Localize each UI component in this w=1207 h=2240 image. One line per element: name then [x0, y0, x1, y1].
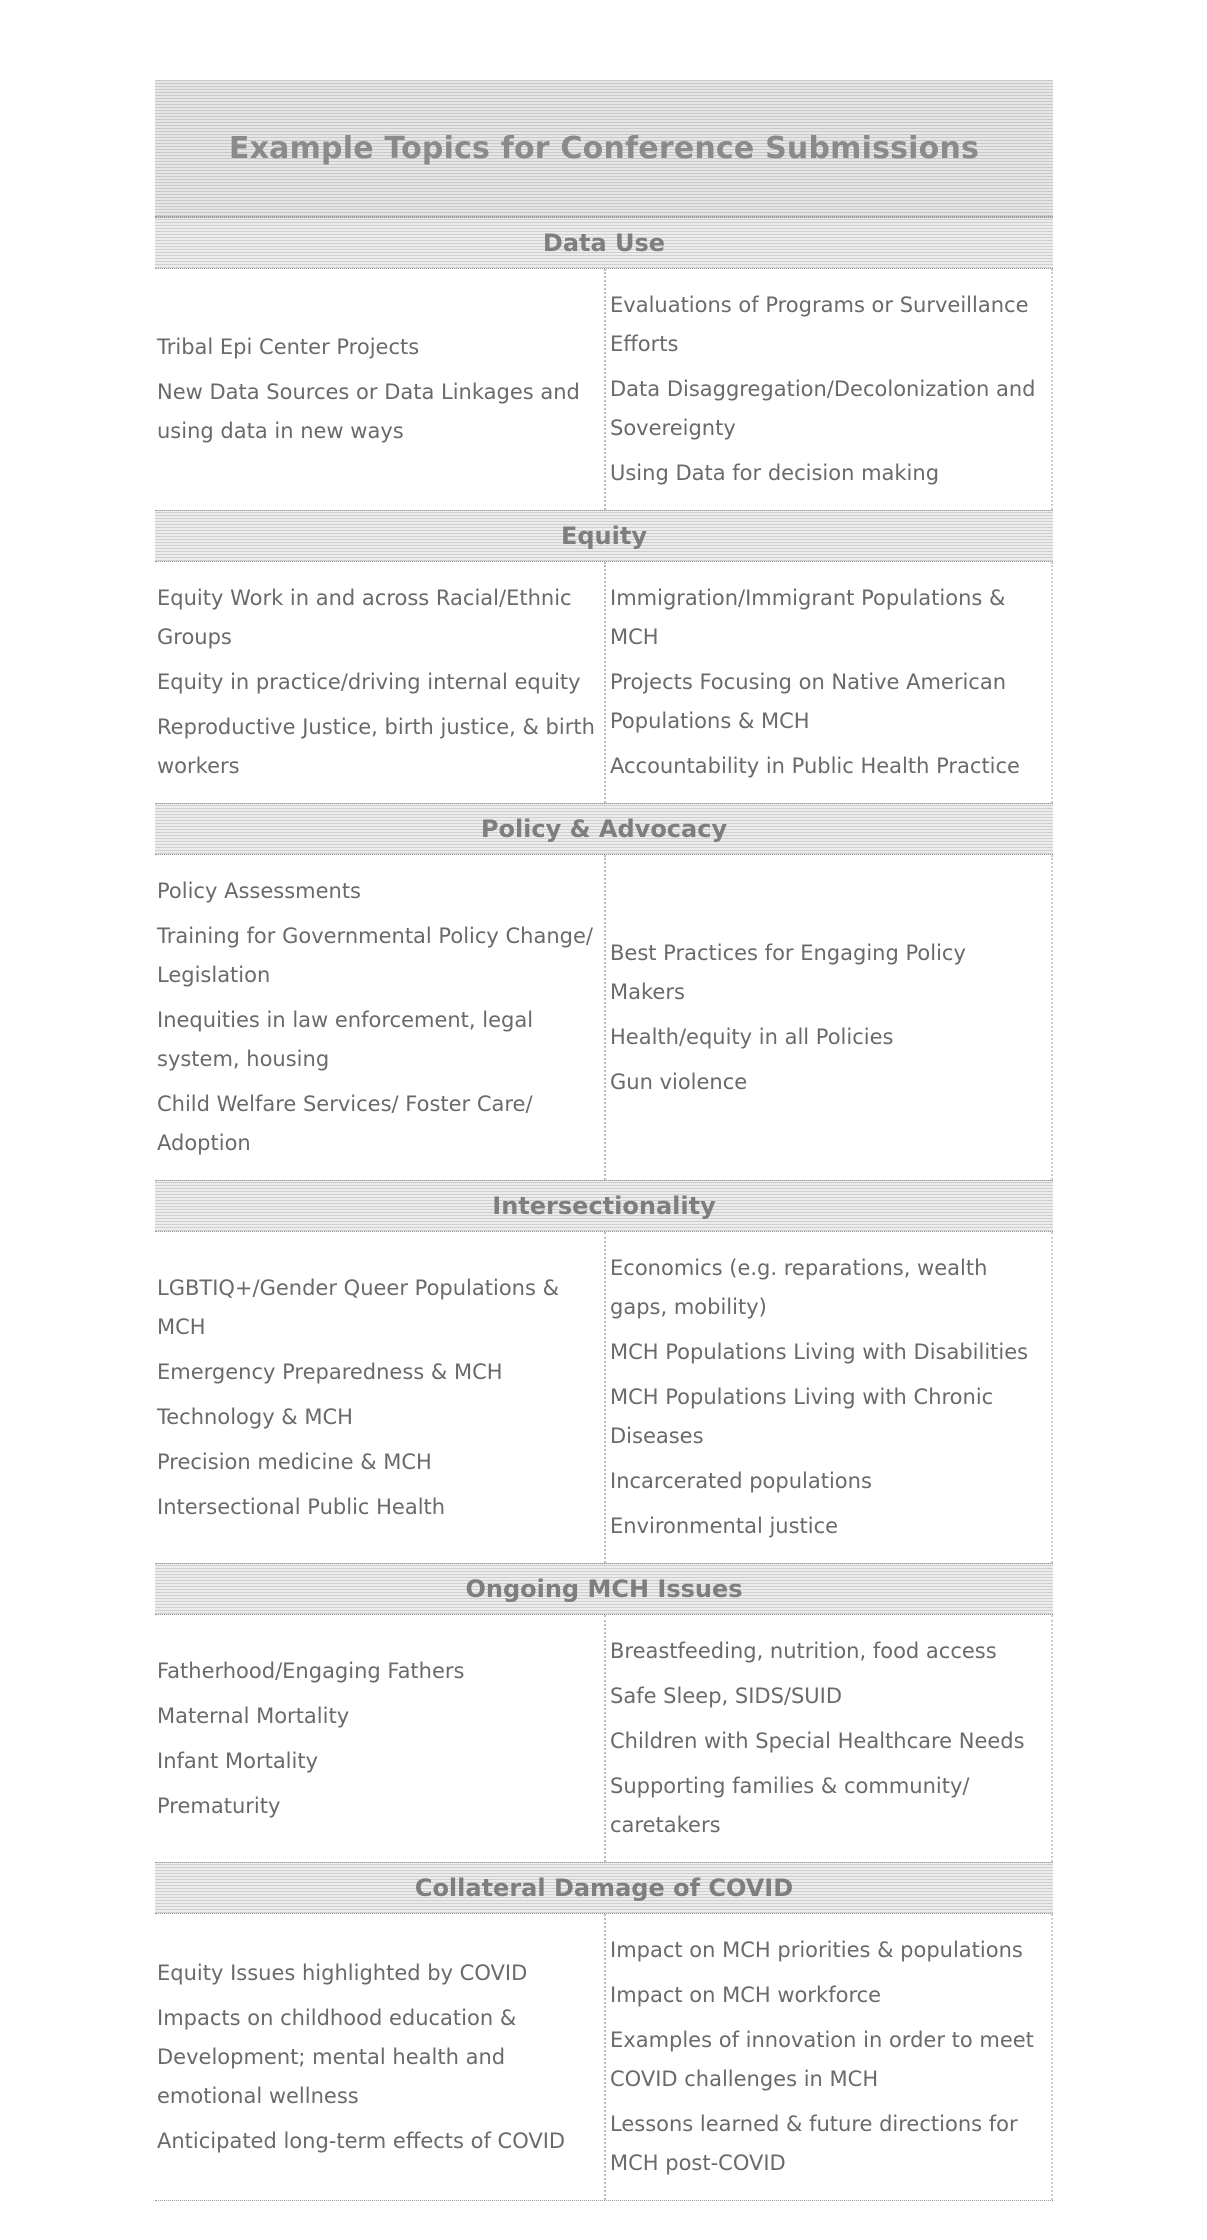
right-column	[604, 1232, 1053, 1563]
title-banner	[155, 80, 1053, 217]
topics-document	[155, 80, 1053, 2201]
topic-item: New Data Sources or Data Linkages and using data in new ways	[157, 380, 580, 443]
topic-item: Gun violence	[610, 1069, 748, 1094]
left-column	[155, 562, 604, 803]
topic-item: Breastfeeding, nutrition, food access	[610, 1639, 997, 1663]
topic-item: Training for Governmental Policy Change/ Legislation	[157, 924, 593, 987]
section-heading: Ongoing MCH Issues	[465, 1575, 743, 1603]
topic-item: LGBTIQ+/Gender Queer Populations & MCH	[157, 1275, 559, 1339]
topic-item: Emergency Preparedness & MCH	[157, 1359, 503, 1384]
topic-item: Accountability in Public Health Practice	[610, 754, 1020, 778]
right-column	[604, 855, 1053, 1180]
topic-item: Immigration/Immigrant Populations & MCH	[610, 586, 1006, 649]
right-column	[604, 1615, 1053, 1862]
section-header	[155, 510, 1053, 562]
section-body	[155, 269, 1053, 510]
topic-item: Incarcerated populations	[610, 1469, 872, 1493]
topic-item: Intersectional Public Health	[157, 1494, 446, 1519]
section-heading: Data Use	[542, 229, 666, 257]
topic-item: Using Data for decision making	[610, 461, 940, 485]
topic-item: Best Practices for Engaging Policy Makers	[610, 940, 966, 1004]
left-column	[155, 269, 604, 510]
topic-item: Economics (e.g. reparations, wealth gaps, mobility)	[610, 1256, 988, 1319]
topic-sections	[155, 217, 1053, 2200]
section-header	[155, 1563, 1053, 1615]
topic-item: Environmental justice	[610, 1514, 839, 1538]
topic-item: Maternal Mortality	[157, 1703, 350, 1728]
right-column	[604, 269, 1053, 510]
topic-item: Examples of innovation in order to meet COVID challenges in MCH	[610, 2028, 1034, 2091]
section-body	[155, 562, 1053, 803]
section-header	[155, 803, 1053, 855]
document-title: Example Topics for Conference Submissions	[228, 130, 980, 166]
topic-item: Fatherhood/Engaging Fathers	[157, 1658, 465, 1683]
topic-item: Precision medicine & MCH	[157, 1449, 432, 1474]
topic-item: Child Welfare Services/ Foster Care/ Adoption	[157, 1092, 533, 1155]
topic-item: Infant Mortality	[157, 1748, 319, 1773]
topic-item: Tribal Epi Center Projects	[157, 335, 420, 359]
topic-item: Health/equity in all Policies	[610, 1024, 894, 1049]
section-heading: Policy & Advocacy	[480, 815, 728, 843]
topic-item: Technology & MCH	[157, 1404, 353, 1429]
section-heading: Intersectionality	[492, 1192, 716, 1220]
left-column	[155, 1615, 604, 1862]
section-body	[155, 1615, 1053, 1862]
topic-item: Impact on MCH priorities & populations	[610, 1938, 1023, 1962]
topic-item: Equity Work in and across Racial/Ethnic Groups	[157, 586, 572, 649]
topic-item: Lessons learned & future directions for MCH post-COVID	[610, 2112, 1018, 2175]
topic-item: Inequities in law enforcement, legal system, housing	[157, 1008, 534, 1071]
section-body	[155, 1232, 1053, 1563]
topic-item: Reproductive Justice, birth justice, & birth workers	[157, 715, 595, 778]
topic-item: Impact on MCH workforce	[610, 1983, 882, 2007]
topic-item: Impacts on childhood education & Development; mental health and emotional wellness	[157, 2005, 517, 2108]
topic-item: Data Disaggregation/Decolonization and Sovereignty	[610, 377, 1036, 440]
section-body	[155, 855, 1053, 1180]
section-heading: Equity	[560, 522, 647, 550]
section-header	[155, 1180, 1053, 1232]
topic-item: Supporting families & community/ caretakers	[610, 1774, 970, 1837]
topic-item: MCH Populations Living with Disabilities	[610, 1340, 1029, 1364]
topic-item: Safe Sleep, SIDS/SUID	[610, 1684, 843, 1708]
topic-item: Equity in practice/driving internal equity	[157, 670, 581, 694]
section-body	[155, 1914, 1053, 2200]
topic-item: Projects Focusing on Native American Populations & MCH	[610, 670, 1007, 733]
topic-item: Children with Special Healthcare Needs	[610, 1729, 1025, 1753]
topic-item: Policy Assessments	[157, 879, 361, 903]
bottom-divider	[155, 2200, 1053, 2201]
topic-item: Equity Issues highlighted by COVID	[157, 1960, 528, 1985]
right-column	[604, 562, 1053, 803]
left-column	[155, 1232, 604, 1563]
right-column	[604, 1914, 1053, 2200]
section-header	[155, 217, 1053, 269]
topic-item: Prematurity	[157, 1793, 281, 1818]
topic-item: MCH Populations Living with Chronic Diseases	[610, 1385, 994, 1448]
section-heading: Collateral Damage of COVID	[414, 1874, 794, 1902]
left-column	[155, 1914, 604, 2200]
left-column	[155, 855, 604, 1180]
section-header	[155, 1862, 1053, 1914]
topic-item: Evaluations of Programs or Surveillance Efforts	[610, 293, 1029, 356]
topic-item: Anticipated long-term effects of COVID	[157, 2128, 566, 2153]
